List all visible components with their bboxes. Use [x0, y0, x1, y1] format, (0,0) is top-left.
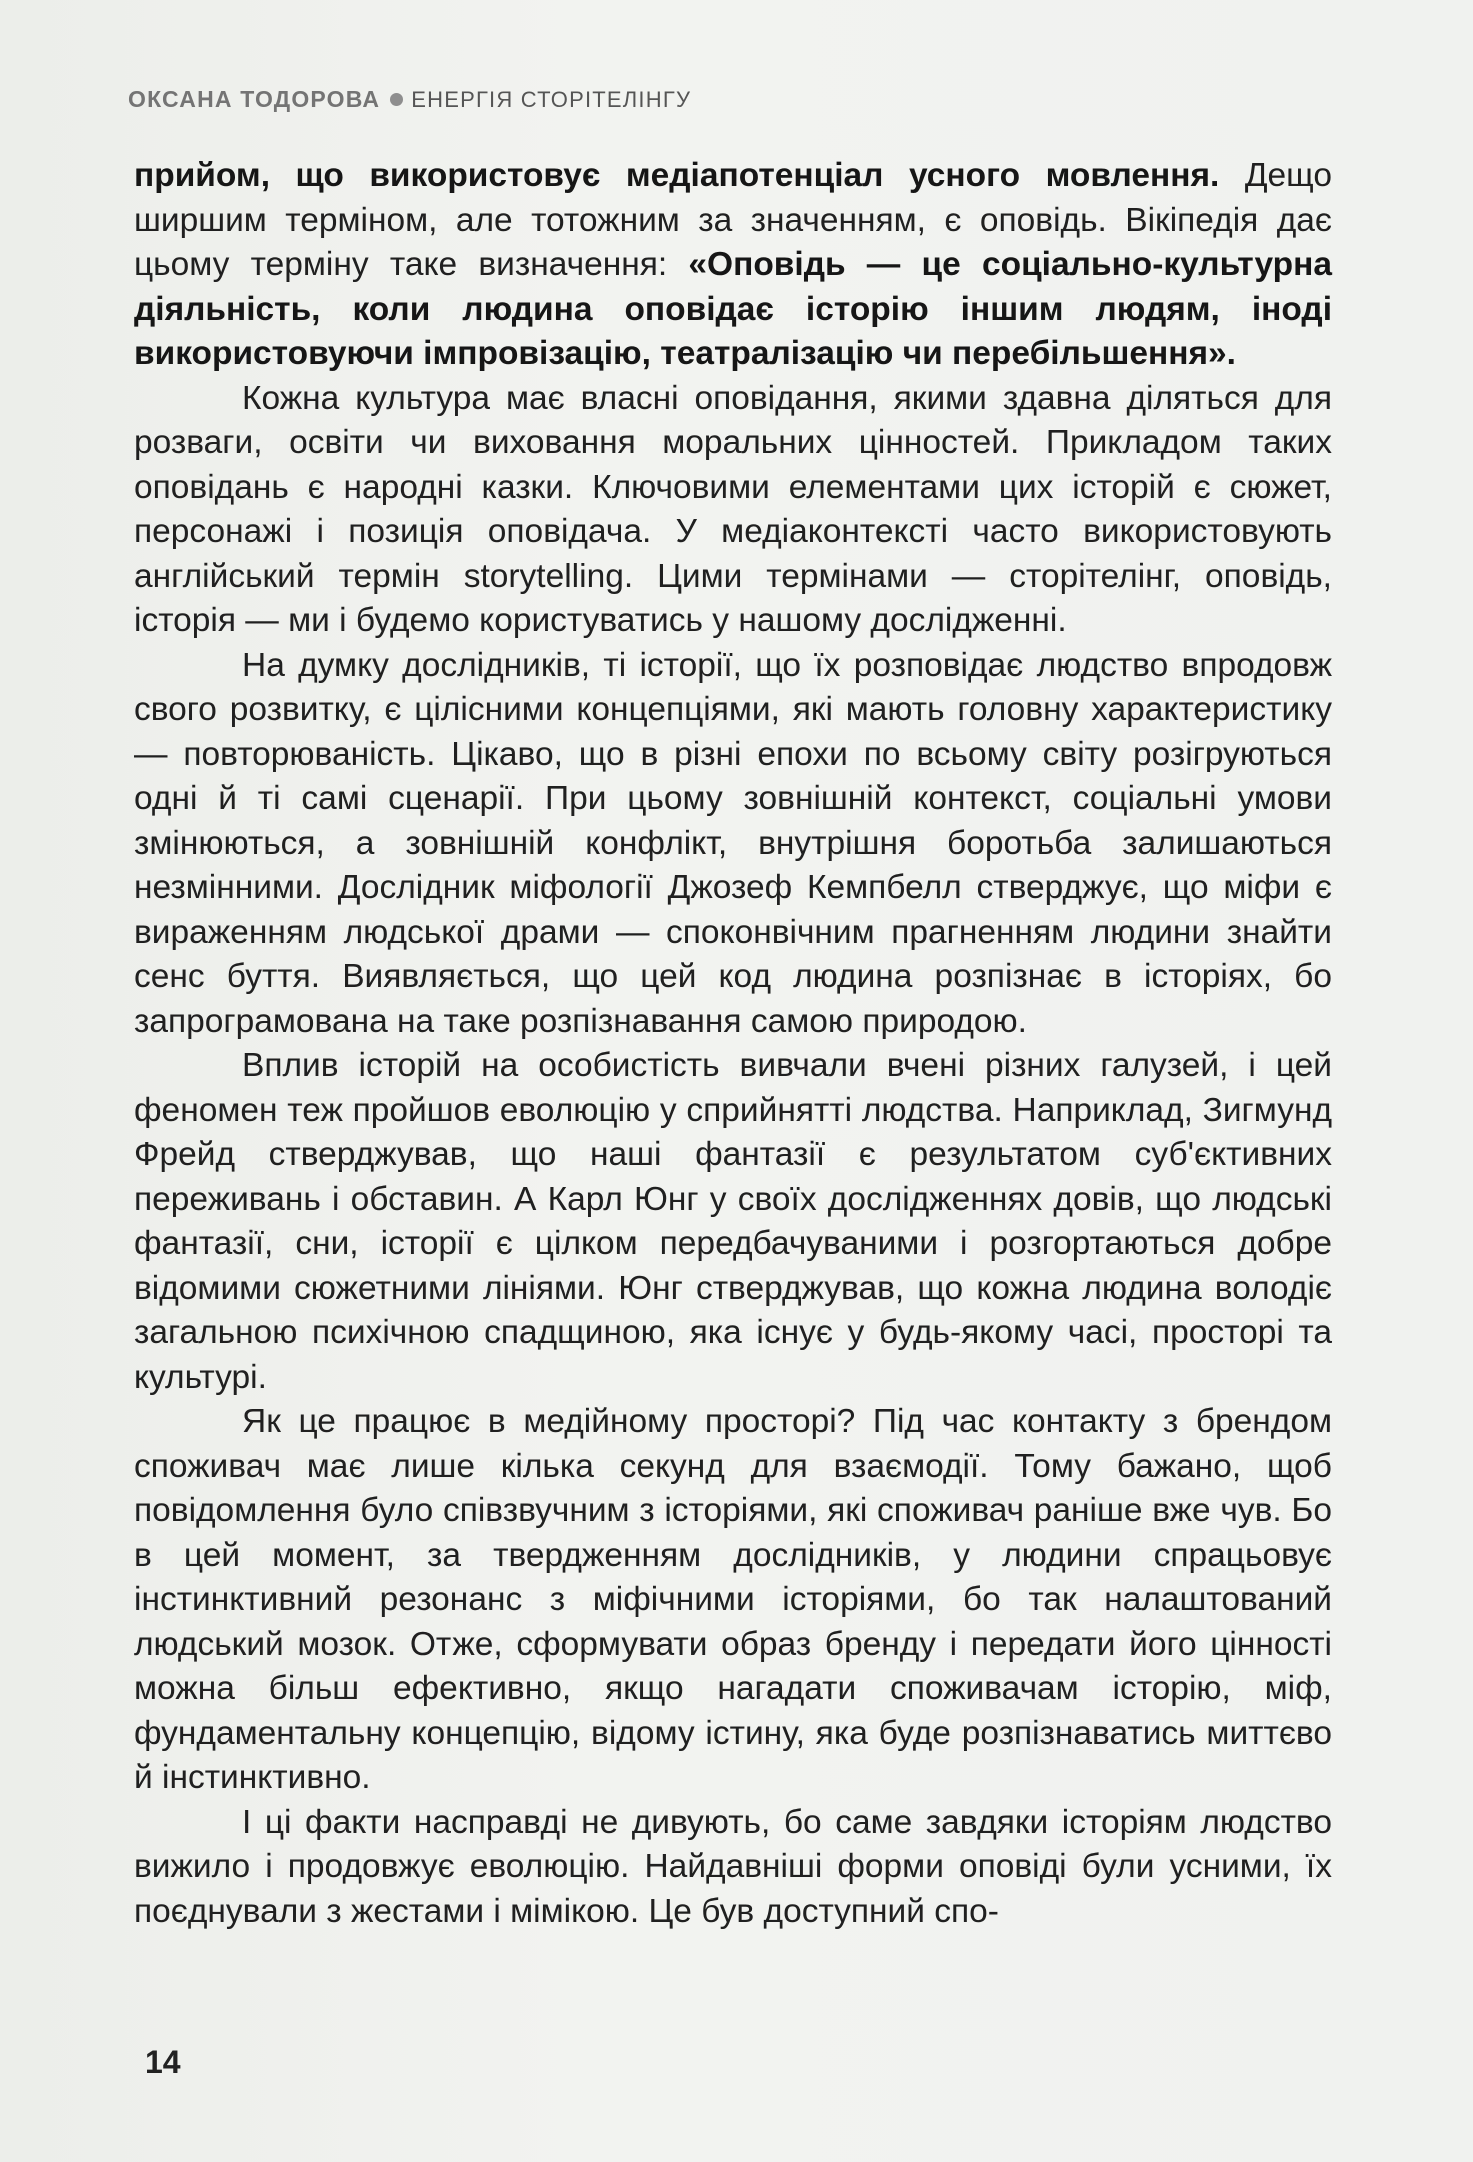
book-title: ЕНЕРГІЯ СТОРІТЕЛІНГУ	[411, 87, 692, 112]
paragraph-6: І ці факти насправді не дивують, бо саме завдяки історіям людство вижило і продовжує еволюцію. Найдавніші форми оповіді були усними, їх поєднували з жестами і мімікою. Це був доступний спо-	[134, 1803, 1332, 1930]
running-header	[128, 86, 691, 113]
bold-quote: «Оповідь — це соціально-культурна діяльність, коли людина оповідає історію іншим людям, іноді використовуючи імпровізацію, театралізацію чи перебільшення».	[134, 246, 1332, 372]
paragraph-1	[134, 154, 1332, 377]
paragraph-1-text: Дещо ширшим терміном, але тотожним за значенням, є оповідь. Вікіпедія дає цьому терміну таке визначення:	[134, 157, 1332, 283]
paragraph-3: На думку дослідників, ті історії, що їх розповідає людство впродовж свого розвитку, є цілісними концепціями, які мають головну характеристику — повторюваність. Цікаво, що в різні епохи по всьому світу розігруються одні й ті самі сценарії. При цьому зовнішній контекст, соціальні умови змінюються, а зовнішній конфлікт, внутрішня боротьба залишаються незмінними. Дослідник міфології Джозеф Кемпбелл стверджує, що міфи є вираженням людської драми — споконвічним прагненням людини знайти сенс буття. Виявляється, що цей код людина розпізнає в історіях, бо запрограмована на таке розпізнавання самою природою.	[134, 646, 1332, 1040]
paragraph-4: Вплив історій на особистість вивчали вчені різних галузей, і цей феномен теж пройшов еволюцію у сприйнятті людства. Наприклад, Зигмунд Фрейд стверджував, що наші фантазії є результатом суб'єктивних переживань і обставин. А Карл Юнг у своїх дослідженнях довів, що людські фантазії, сни, історії є цілком передбачуваними і розгортаються добре відомими сюжетними лініями. Юнг стверджував, що кожна людина володіє загальною психічною спадщиною, яка існує у будь-якому часі, просторі та культурі.	[134, 1047, 1332, 1396]
bold-lead: прийом, що використовує медіапотенціал усного мовлення.	[134, 157, 1220, 194]
bullet-dot-icon	[390, 93, 403, 106]
paragraph-2: Кожна культура має власні оповідання, якими здавна діляться для розваги, освіти чи виховання моральних цінностей. Прикладом таких оповідань є народні казки. Ключовими елементами цих історій є сюжет, персонажі і позиція оповідача. У медіаконтексті часто використовують англійський термін storytelling. Цими термінами — сторітелінг, оповідь, історія — ми і будемо користуватись у нашому дослідженні.	[134, 379, 1332, 639]
author-name: ОКСАНА ТОДОРОВА	[128, 86, 381, 112]
paragraph-5: Як це працює в медійному просторі? Під час контакту з брендом споживач має лише кілька секунд для взаємодії. Тому бажано, щоб повідомлення було співзвучним з історіями, які споживач раніше вже чув. Бо в цей момент, за твердженням дослідників, у людини спрацьовує інстинктивний резонанс з міфічними історіями, бо так налаштований людський мозок. Отже, сформувати образ бренду і передати його цінності можна більш ефективно, якщо нагадати споживачам історію, міф, фундаментальну концепцію, відому істину, яка буде розпізнаватись миттєво й інстинктивно.	[134, 1403, 1332, 1796]
body-text	[134, 154, 1332, 1934]
page-number: 14	[145, 2044, 181, 2080]
